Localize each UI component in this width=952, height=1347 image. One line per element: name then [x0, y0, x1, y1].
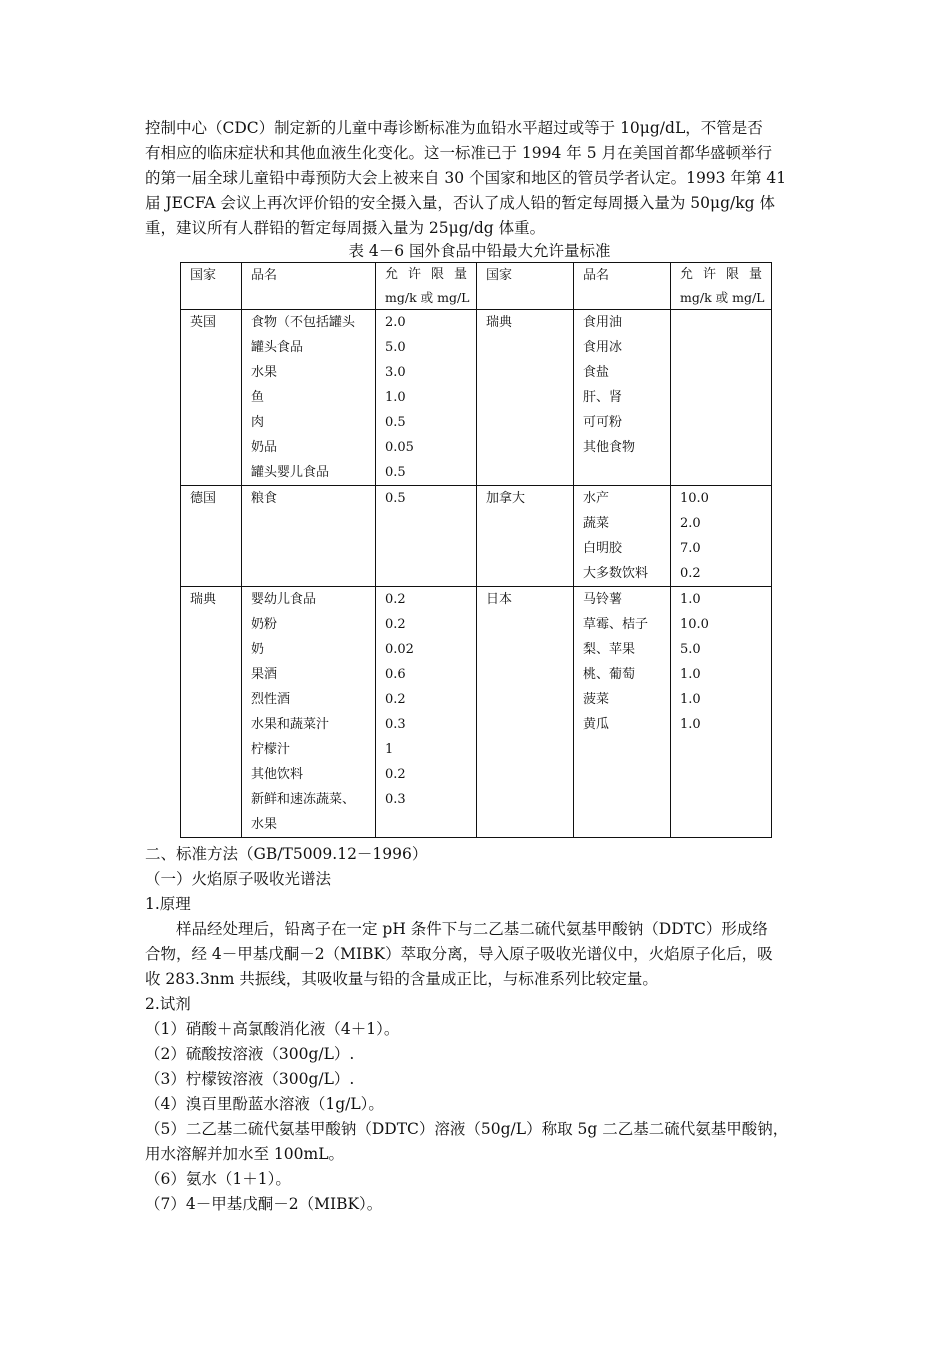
limit-value: 3.0	[385, 365, 406, 380]
limit-value: 5.0	[385, 340, 406, 355]
section-subheading: （一）火焰原子吸收光谱法	[145, 870, 332, 888]
food-item: 罐头食品	[251, 340, 304, 355]
limit-value: 0.02	[385, 642, 414, 657]
reagent-item: （7）4－甲基戊酮－2（MIBK）。	[145, 1195, 383, 1213]
food-item: 鱼	[251, 390, 265, 405]
food-item: 奶品	[251, 440, 278, 455]
food-item: 大多数饮料	[583, 566, 649, 581]
food-items-cell	[242, 587, 376, 838]
intro-line: 的第一届全球儿童铅中毒预防大会上被来自 30 个国家和地区的管员学者认定。1993 年第 41	[145, 169, 787, 187]
food-item: 水果	[251, 817, 278, 832]
limit-value: 0.3	[385, 792, 406, 807]
food-item: 其他饮料	[251, 767, 304, 782]
food-item: 黄瓜	[583, 717, 610, 732]
limit-value: 2.0	[680, 516, 701, 531]
header-cell: 允许限量 mg/k 或 mg/L	[671, 263, 772, 310]
limit-values-cell	[671, 486, 772, 587]
intro-line: 控制中心（CDC）制定新的儿童中毒诊断标准为血铅水平超过或等于 10μg/dL，不管是否	[145, 119, 763, 137]
section-heading: 二、标准方法（GB/T5009.12－1996）	[145, 845, 428, 863]
food-item: 蔬菜	[583, 516, 610, 531]
limit-value: 0.6	[385, 667, 406, 682]
header-cell: 国家	[181, 263, 242, 310]
reagent-item: （1）硝酸＋高氯酸消化液（4＋1）。	[145, 1020, 400, 1038]
limit-value: 0.2	[680, 566, 701, 581]
reagent-item: （5）二乙基二硫代氨基甲酸钠（DDTC）溶液（50g/L）称取 5g 二乙基二硫代氨基甲酸钠，	[145, 1120, 789, 1138]
limit-value: 10.0	[680, 491, 709, 506]
limit-value: 0.2	[385, 592, 406, 607]
food-item: 果酒	[251, 667, 278, 682]
standard-methods-section	[145, 842, 810, 1217]
country-cell	[181, 486, 242, 587]
food-items-cell	[242, 486, 376, 587]
food-item: 桃、葡萄	[583, 667, 636, 682]
limit-value: 0.5	[385, 415, 406, 430]
limit-value: 7.0	[680, 541, 701, 556]
limit-value: 1.0	[680, 592, 701, 607]
limit-values-cell	[376, 310, 477, 486]
principle-line: 样品经处理后，铅离子在一定 pH 条件下与二乙基二硫代氨基甲酸钠（DDTC）形成络	[176, 920, 768, 938]
principle-heading: 1.原理	[145, 895, 191, 913]
country-cell	[181, 587, 242, 838]
reagent-item: （6）氨水（1＋1）。	[145, 1170, 291, 1188]
intro-paragraph	[145, 116, 810, 241]
food-item: 梨、苹果	[583, 642, 636, 657]
country-name: 德国	[190, 491, 217, 506]
food-item: 粮食	[251, 491, 278, 506]
limit-value: 1.0	[385, 390, 406, 405]
reagent-item: （3）柠檬铵溶液（300g/L）.	[145, 1070, 355, 1088]
limit-value: 0.5	[385, 465, 406, 480]
header-cell: 允许限量 mg/k 或 mg/L	[376, 263, 477, 310]
principle-line: 收 283.3nm 共振线，其吸收量与铅的含量成正比，与标准系列比较定量。	[145, 970, 658, 988]
food-item: 食盐	[583, 365, 610, 380]
country-name: 瑞典	[190, 592, 217, 607]
country-name: 加拿大	[486, 491, 526, 506]
principle-line: 合物，经 4－甲基戊酮－2（MIBK）萃取分离，导入原子吸收光谱仪中，火焰原子化后，吸	[145, 945, 773, 963]
food-item: 婴幼儿食品	[251, 592, 317, 607]
reagent-item: （2）硫酸按溶液（300g/L）.	[145, 1045, 355, 1063]
food-item: 食用冰	[583, 340, 623, 355]
food-item: 奶	[251, 642, 265, 657]
food-item: 食用油	[583, 315, 623, 330]
food-item: 水果	[251, 365, 278, 380]
food-item: 可可粉	[583, 415, 623, 430]
food-item: 白明胶	[583, 541, 623, 556]
reagent-item: （4）溴百里酚蓝水溶液（1g/L）。	[145, 1095, 384, 1113]
lead-limit-table	[180, 262, 772, 838]
food-item: 菠菜	[583, 692, 610, 707]
header-cell: 国家	[477, 263, 574, 310]
food-items-cell	[242, 310, 376, 486]
limit-value: 0.05	[385, 440, 414, 455]
table-header-row	[181, 263, 772, 310]
food-item: 水果和蔬菜汁	[251, 717, 330, 732]
food-item: 烈性酒	[251, 692, 291, 707]
food-items-cell	[574, 587, 671, 838]
intro-line: 有相应的临床症状和其他血液生化变化。这一标准已于 1994 年 5 月在美国首都华盛顿举行	[145, 144, 773, 162]
limit-value: 5.0	[680, 642, 701, 657]
limit-value: 0.5	[385, 491, 406, 506]
limit-value: 1.0	[680, 692, 701, 707]
intro-line: 重，建议所有人群铅的暂定每周摄入量为 25μg/dg 体重。	[145, 219, 546, 237]
limit-value: 0.2	[385, 692, 406, 707]
limit-value: 0.3	[385, 717, 406, 732]
header-cell: 品名	[574, 263, 671, 310]
limit-value: 0.2	[385, 767, 406, 782]
food-item: 新鲜和速冻蔬菜、	[251, 792, 356, 807]
header-cell: 品名	[242, 263, 376, 310]
table-row	[181, 587, 772, 838]
food-item: 奶粉	[251, 617, 278, 632]
food-item: 草霉、桔子	[583, 617, 649, 632]
table-row	[181, 310, 772, 486]
limit-value: 1.0	[680, 667, 701, 682]
limit-values-cell	[671, 310, 772, 486]
food-item: 肉	[251, 415, 265, 430]
intro-line: 届 JECFA 会议上再次评价铅的安全摄入量，否认了成人铅的暂定每周摄入量为 50μg/kg 体	[145, 194, 775, 212]
limit-value: 10.0	[680, 617, 709, 632]
limit-value: 0.2	[385, 617, 406, 632]
limit-value: 1.0	[680, 717, 701, 732]
country-name: 日本	[486, 592, 513, 607]
food-item: 食物（不包括罐头	[251, 315, 356, 330]
document-page	[145, 116, 810, 1217]
country-cell	[181, 310, 242, 486]
country-name: 英国	[190, 315, 217, 330]
reagent-item: 用水溶解并加水至 100mL。	[145, 1145, 345, 1163]
limit-value: 2.0	[385, 315, 406, 330]
country-name: 瑞典	[486, 315, 513, 330]
limit-value: 1	[385, 742, 394, 757]
limit-values-cell	[671, 587, 772, 838]
food-item: 水产	[583, 491, 610, 506]
country-cell	[477, 486, 574, 587]
table-caption: 表 4－6 国外食品中铅最大允许量标准	[348, 242, 611, 260]
food-item: 罐头婴儿食品	[251, 465, 330, 480]
reagents-heading: 2.试剂	[145, 995, 191, 1013]
limit-values-cell	[376, 486, 477, 587]
limit-values-cell	[376, 587, 477, 838]
country-cell	[477, 587, 574, 838]
country-cell	[477, 310, 574, 486]
food-items-cell	[574, 486, 671, 587]
food-item: 其他食物	[583, 440, 636, 455]
food-items-cell	[574, 310, 671, 486]
food-item: 马铃薯	[583, 592, 623, 607]
food-item: 柠檬汁	[251, 742, 291, 757]
table-row	[181, 486, 772, 587]
food-item: 肝、肾	[583, 390, 623, 405]
